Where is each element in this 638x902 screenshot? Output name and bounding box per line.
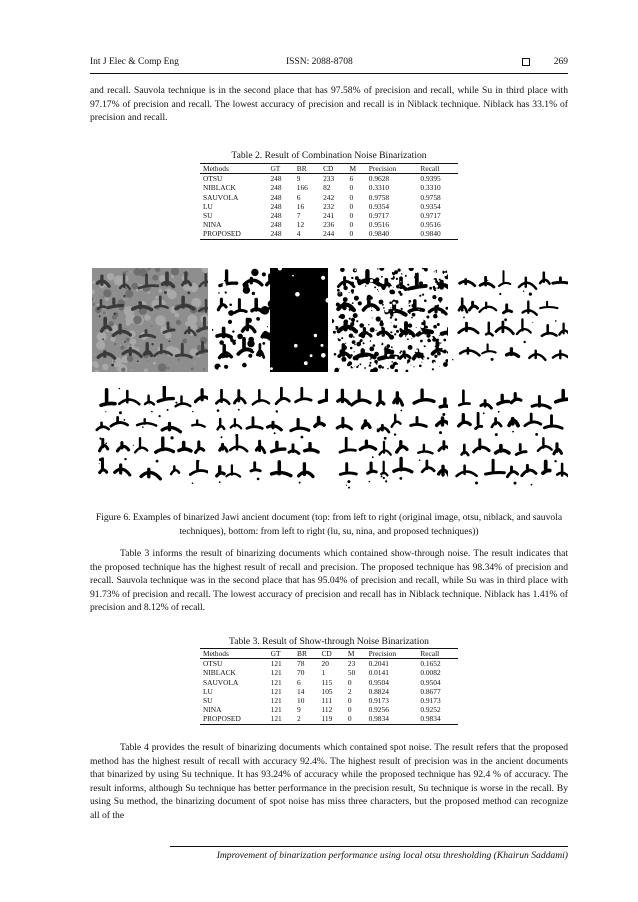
table-cell: 119 bbox=[319, 714, 345, 724]
table-row bbox=[200, 193, 458, 202]
niblack-image bbox=[332, 268, 448, 372]
table-cell: 9 bbox=[296, 174, 301, 184]
table-cell: SU bbox=[203, 211, 213, 221]
table-cell: 16 bbox=[296, 201, 305, 211]
su-image bbox=[212, 386, 328, 490]
table-cell: NINA bbox=[203, 220, 222, 230]
table-cell: 20 bbox=[321, 659, 329, 669]
table-cell: 6 bbox=[296, 192, 301, 202]
table-cell: 0.2041 bbox=[368, 659, 389, 669]
table-cell: 2 bbox=[294, 714, 318, 724]
column-header: Recall bbox=[417, 164, 458, 174]
table-cell: 2 bbox=[347, 686, 352, 696]
table-cell: 0.9504 bbox=[420, 677, 441, 687]
column-header: CD bbox=[320, 164, 346, 174]
figure6-caption: Figure 6. Examples of binarized Jawi ancient document (top: from left to right (original image, otsu, niblack, and sauvola techniques), bottom: from left to right (lu, su, nina, and proposed techniques)) bbox=[95, 512, 563, 537]
table-cell: 82 bbox=[323, 183, 331, 193]
paragraph-top: and recall. Sauvola technique is in the second place that has 97.58% of precision and recall, while Su in third place with 97.17% of precision and recall. The lowest accuracy of precision and recall is in Niblack technique. Niblack has 33.1% of precision and recall. bbox=[90, 85, 568, 124]
footer-rule bbox=[170, 846, 568, 847]
table-cell: 121 bbox=[270, 686, 282, 696]
table-cell: 0.9516 bbox=[420, 220, 441, 230]
issn: ISSN: 2088-8708 bbox=[286, 57, 353, 67]
table-cell: 0.9504 bbox=[368, 677, 389, 687]
column-header: CD bbox=[319, 649, 345, 659]
table-cell: 6 bbox=[297, 677, 301, 687]
column-header: BR bbox=[294, 164, 320, 174]
table-cell: 121 bbox=[270, 696, 282, 706]
table-cell: 0 bbox=[349, 192, 354, 202]
table-cell: 248 bbox=[270, 211, 282, 221]
table-cell: SAUVOLA bbox=[203, 677, 239, 687]
table-cell: 0 bbox=[349, 183, 354, 193]
table-cell: 0.3310 bbox=[368, 183, 390, 193]
table-cell: 0.8824 bbox=[368, 686, 389, 696]
table-cell: 0.9395 bbox=[420, 174, 441, 184]
page-footer: Improvement of binarization performance using local otsu thresholding (Khairun Saddami) bbox=[216, 850, 568, 861]
table-cell: 0.9628 bbox=[368, 174, 390, 184]
table-cell: 0.9834 bbox=[417, 714, 458, 724]
journal-name: Int J Elec & Comp Eng bbox=[90, 57, 179, 67]
table-cell: NINA bbox=[203, 705, 222, 715]
table-cell: 0.9252 bbox=[420, 705, 441, 715]
header-rule bbox=[90, 73, 568, 74]
table-cell: 0.9758 bbox=[368, 192, 390, 202]
column-header: BR bbox=[294, 649, 318, 659]
paragraph-bottom: Table 4 provides the result of binarizing documents which contained spot noise. The result refers that the proposed method has the highest result of recall with accuracy 92.4%. The highest result of precision was in the ancient documents that binarized by using Su technique. It has 93.24% of accuracy while the proposed technique has 92.4 % of accuracy. The result informs, although Su technique has better performance in the precision result, Su technique is worse in the recall. By using Su method, the binarizing document of spot noise has miss three characters, but the proposed method can recognize all of the bbox=[90, 742, 568, 821]
table-cell: 0 bbox=[347, 677, 352, 687]
table-row bbox=[200, 220, 458, 229]
table-cell: 112 bbox=[321, 705, 333, 715]
sauvola-image bbox=[452, 268, 568, 372]
table-cell: 0.9516 bbox=[368, 220, 390, 230]
table-row bbox=[200, 696, 458, 705]
table-cell: 6 bbox=[349, 174, 354, 184]
table-cell: 121 bbox=[268, 714, 294, 724]
table-cell: 12 bbox=[296, 220, 305, 230]
table-cell: NIBLACK bbox=[203, 183, 236, 193]
page-header bbox=[90, 57, 568, 73]
table-cell: 10 bbox=[297, 696, 305, 706]
table-cell: 23 bbox=[347, 659, 356, 669]
table-cell: 248 bbox=[267, 229, 293, 239]
table-cell: 248 bbox=[270, 201, 282, 211]
table3-caption: Table 3. Result of Show-through Noise Binarization bbox=[229, 636, 429, 647]
table-cell: 0.9758 bbox=[420, 192, 441, 202]
table-cell: 14 bbox=[297, 686, 305, 696]
lu-image bbox=[92, 386, 208, 490]
square-icon bbox=[522, 58, 530, 66]
table-cell: PROPOSED bbox=[200, 714, 268, 724]
table-row bbox=[200, 705, 458, 714]
table-cell: 0.9354 bbox=[420, 201, 441, 211]
nina-image bbox=[332, 386, 448, 490]
column-header: Methods bbox=[200, 164, 267, 174]
table-cell: 7 bbox=[296, 211, 301, 221]
table-cell: 115 bbox=[321, 677, 333, 687]
table-cell: 121 bbox=[270, 668, 282, 678]
table-cell: 121 bbox=[270, 677, 282, 687]
table-cell: 4 bbox=[294, 229, 320, 239]
table-cell: 0.9256 bbox=[368, 705, 389, 715]
table3-body bbox=[200, 659, 458, 724]
table-cell: 0.3310 bbox=[420, 183, 441, 193]
table-cell: 78 bbox=[297, 659, 305, 669]
table2-caption: Table 2. Result of Combination Noise Binarization bbox=[231, 150, 427, 161]
table-cell: 232 bbox=[323, 201, 335, 211]
otsu-image bbox=[212, 268, 328, 372]
table-cell: PROPOSED bbox=[200, 229, 267, 239]
original-image bbox=[92, 268, 208, 372]
table-cell: 0.9173 bbox=[420, 696, 441, 706]
table-cell: 70 bbox=[297, 668, 305, 678]
table-cell: SU bbox=[203, 696, 213, 706]
table-cell: 50 bbox=[347, 668, 356, 678]
table3 bbox=[200, 648, 458, 725]
table-cell: 0 bbox=[349, 220, 354, 230]
table-cell: 9 bbox=[297, 705, 301, 715]
table-cell: 244 bbox=[320, 229, 346, 239]
table-cell: 0 bbox=[346, 229, 365, 239]
table-cell: 0.8677 bbox=[420, 686, 441, 696]
paragraph-middle: Table 3 informs the result of binarizing documents which contained show-through noise. The result indicates that the proposed technique has the highest result of recall and precision. The proposed technique has 98.34% of precision and recall. Sauvola technique was in the second place that has 95.04% of precision and recall, while Su was in third place with 91.73% of precision and recall. The lowest accuracy of precision and recall has in Niblack technique. Niblack has 1.41% of precision and 8.12% of recall. bbox=[90, 548, 568, 614]
table-cell: 0.9717 bbox=[368, 211, 390, 221]
table-cell: 111 bbox=[321, 696, 333, 706]
table-cell: 248 bbox=[270, 220, 282, 230]
page-number: 269 bbox=[553, 57, 568, 67]
table-row bbox=[200, 668, 458, 677]
table-cell: 0.9354 bbox=[368, 201, 390, 211]
table-cell: 121 bbox=[270, 705, 282, 715]
table-cell: 166 bbox=[296, 183, 308, 193]
table-row bbox=[200, 183, 458, 192]
table-row bbox=[200, 687, 458, 696]
table-cell: 105 bbox=[321, 686, 333, 696]
table-row bbox=[200, 714, 458, 724]
table-cell: 242 bbox=[323, 192, 335, 202]
table-cell: 248 bbox=[270, 192, 282, 202]
table-row bbox=[200, 202, 458, 211]
table-cell: 0 bbox=[349, 211, 354, 221]
column-header: M bbox=[345, 649, 366, 659]
column-header: Methods bbox=[200, 649, 268, 659]
column-header: Recall bbox=[417, 649, 458, 659]
table-cell: 0.0082 bbox=[420, 668, 441, 678]
table-row bbox=[200, 174, 458, 184]
table2-header-row bbox=[200, 164, 458, 174]
column-header: Precision bbox=[366, 164, 418, 174]
table-cell: 248 bbox=[270, 183, 282, 193]
table-cell: 248 bbox=[270, 174, 282, 184]
table-cell: 0.9717 bbox=[420, 211, 441, 221]
table2 bbox=[200, 163, 458, 240]
table-cell: 241 bbox=[323, 211, 335, 221]
table-cell: 121 bbox=[270, 659, 282, 669]
table-cell: 0 bbox=[345, 714, 366, 724]
table3-header-row bbox=[200, 649, 458, 659]
table-cell: 0.0141 bbox=[368, 668, 389, 678]
table-cell: OTSU bbox=[203, 174, 223, 184]
table-cell: 0.9840 bbox=[417, 229, 458, 239]
table-cell: 0 bbox=[347, 705, 352, 715]
table-row bbox=[200, 678, 458, 687]
column-header: GT bbox=[267, 164, 293, 174]
column-header: GT bbox=[268, 649, 294, 659]
table-row bbox=[200, 229, 458, 239]
table-cell: NIBLACK bbox=[203, 668, 236, 678]
table-cell: 1 bbox=[321, 668, 326, 678]
table-row bbox=[200, 211, 458, 220]
table-cell: 0.9834 bbox=[366, 714, 418, 724]
column-header: M bbox=[346, 164, 365, 174]
table-cell: 0.9173 bbox=[368, 696, 389, 706]
table-cell: 236 bbox=[323, 220, 335, 230]
table-cell: OTSU bbox=[203, 659, 223, 669]
table-row bbox=[200, 659, 458, 669]
table-cell: 233 bbox=[323, 174, 335, 184]
column-header: Precision bbox=[366, 649, 418, 659]
table-cell: SAUVOLA bbox=[203, 192, 239, 202]
table-cell: 0 bbox=[349, 201, 354, 211]
table2-body bbox=[200, 174, 458, 239]
table-cell: 0 bbox=[347, 696, 352, 706]
figure6-grid bbox=[92, 268, 568, 498]
table-cell: LU bbox=[203, 201, 213, 211]
proposed-image bbox=[452, 386, 568, 490]
table-cell: 0.9840 bbox=[366, 229, 418, 239]
table-cell: 0.1652 bbox=[420, 659, 441, 669]
table-cell: LU bbox=[203, 686, 213, 696]
